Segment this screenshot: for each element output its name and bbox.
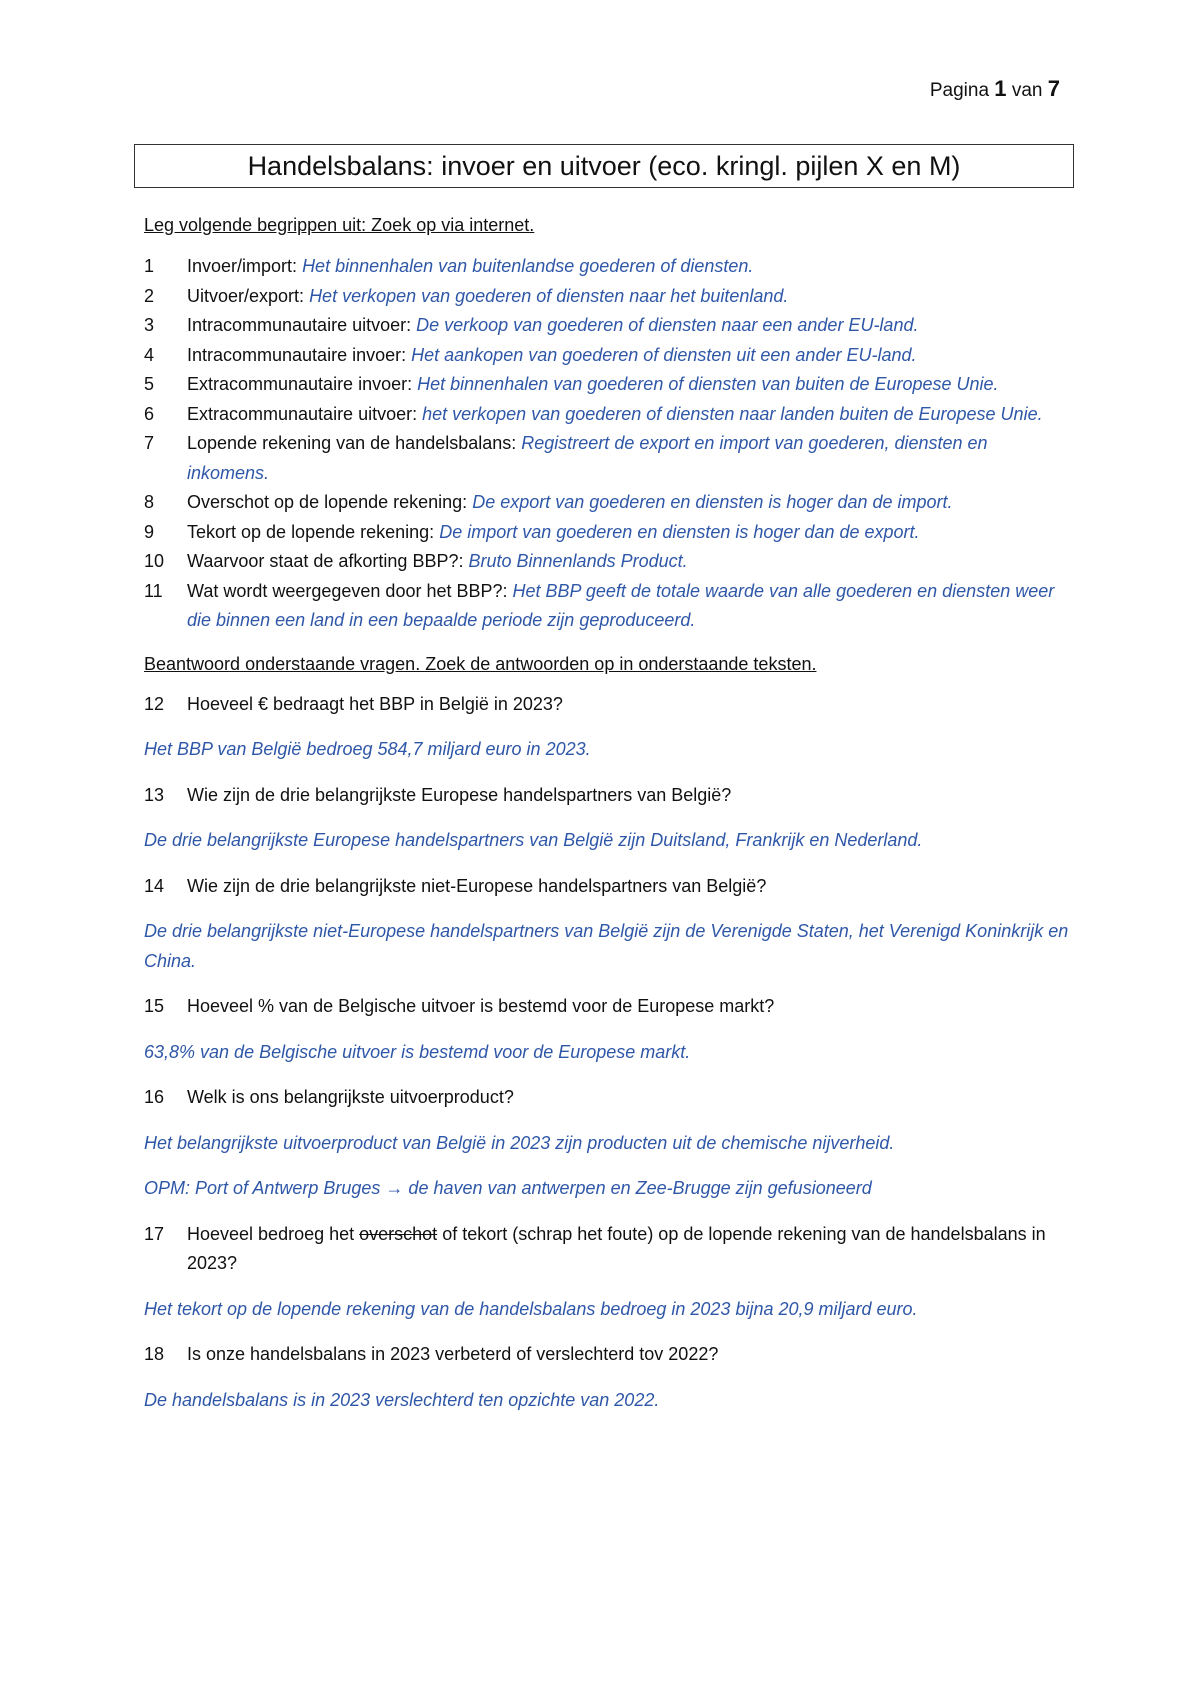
term: Lopende rekening van de handelsbalans: — [187, 433, 517, 453]
list-item — [144, 282, 1074, 312]
page-current: 1 — [994, 76, 1007, 101]
term: Intracommunautaire invoer: — [187, 344, 407, 365]
page-label-mid: van — [1011, 80, 1043, 101]
struck-word: overschot — [359, 1223, 438, 1244]
definition: Het aankopen van goederen of diensten uit een ander EU-land. — [411, 344, 917, 365]
section-heading-definitions: Leg volgende begrippen uit: Zoek op via internet. — [144, 215, 535, 235]
question-15 — [144, 992, 1074, 1022]
answer-15: 63,8% van de Belgische uitvoer is bestemd voor de Europese markt. — [144, 1041, 691, 1062]
list-item — [144, 252, 1074, 282]
question-12 — [144, 690, 1074, 720]
definition: Het BBP geeft de totale waarde van alle goederen en diensten weer die binnen een land in een bepaalde periode zijn geproduceerd. — [187, 580, 1055, 630]
definition: De export van goederen en diensten is hoger dan de import. — [472, 492, 953, 512]
list-item — [144, 518, 1074, 548]
question-13 — [144, 781, 1074, 811]
list-item — [144, 370, 1074, 400]
question-14 — [144, 872, 1074, 902]
question-number: 13 — [144, 784, 165, 805]
document-body — [144, 212, 1074, 1415]
item-number: 4 — [144, 344, 155, 365]
item-number: 2 — [144, 285, 155, 306]
definition: Registreert de export en import van goederen, diensten en inkomens. — [187, 433, 988, 483]
term: Extracommunautaire invoer: — [187, 374, 413, 394]
question-17 — [144, 1220, 1074, 1279]
list-item — [144, 577, 1074, 636]
answer-13: De drie belangrijkste Europese handelspartners van België zijn Duitsland, Frankrijk en Nederland. — [144, 830, 923, 850]
question-number: 18 — [144, 1344, 165, 1364]
definition: Bruto Binnenlands Product. — [468, 551, 688, 571]
item-number: 1 — [144, 256, 155, 276]
item-number: 7 — [144, 433, 155, 453]
page-number — [930, 76, 1060, 102]
section-heading-questions: Beantwoord onderstaande vragen. Zoek de antwoorden op in onderstaande teksten. — [144, 653, 817, 674]
answer-12: Het BBP van België bedroeg 584,7 miljard euro in 2023. — [144, 739, 591, 759]
question-18 — [144, 1340, 1074, 1370]
definitions-list — [144, 252, 1074, 636]
definition: Het binnenhalen van goederen of diensten van buiten de Europese Unie. — [417, 374, 999, 394]
item-number: 9 — [144, 521, 155, 542]
list-item — [144, 429, 1074, 488]
item-number: 3 — [144, 315, 155, 335]
term: Wat wordt weergegeven door het BBP?: — [187, 580, 508, 601]
question-text: Hoeveel € bedraagt het BBP in België in 2023? — [187, 693, 563, 714]
answer-16: Het belangrijkste uitvoerproduct van België in 2023 zijn producten uit de chemische nijverheid. — [144, 1132, 895, 1153]
question-16 — [144, 1083, 1074, 1113]
item-number: 11 — [144, 580, 163, 601]
question-text-part1: Hoeveel bedroeg het — [187, 1223, 355, 1244]
note-16: OPM: Port of Antwerp Bruges → de haven van antwerpen en Zee-Brugge zijn gefusioneerd — [144, 1178, 872, 1198]
definition: Het binnenhalen van buitenlandse goederen of diensten. — [302, 256, 754, 276]
term: Tekort op de lopende rekening: — [187, 521, 435, 542]
definition: Het verkopen van goederen of diensten naar het buitenland. — [309, 285, 789, 306]
question-number: 14 — [144, 875, 165, 896]
question-number: 17 — [144, 1223, 165, 1244]
term: Waarvoor staat de afkorting BBP?: — [187, 551, 464, 571]
question-text: Welk is ons belangrijkste uitvoerproduct? — [187, 1087, 514, 1107]
page-label-prefix: Pagina — [929, 80, 990, 101]
answer-18: De handelsbalans is in 2023 verslechterd ten opzichte van 2022. — [144, 1389, 660, 1410]
item-number: 10 — [144, 551, 165, 571]
definition: De import van goederen en diensten is hoger dan de export. — [439, 521, 920, 542]
page-total: 7 — [1047, 76, 1060, 101]
list-item — [144, 547, 1074, 577]
item-number: 8 — [144, 492, 155, 512]
question-number: 16 — [144, 1087, 165, 1107]
question-text: Wie zijn de drie belangrijkste niet-Europese handelspartners van België? — [187, 875, 767, 896]
term: Invoer/import: — [187, 256, 298, 276]
item-number: 6 — [144, 403, 155, 424]
list-item — [144, 311, 1074, 341]
term: Extracommunautaire uitvoer: — [187, 403, 418, 424]
question-text-part2: of tekort (schrap het foute) op de lopende rekening van de handelsbalans in 2023? — [187, 1223, 1046, 1273]
question-number: 15 — [144, 996, 165, 1016]
question-number: 12 — [144, 693, 165, 714]
document-title: Handelsbalans: invoer en uitvoer (eco. kringl. pijlen X en M) — [134, 144, 1074, 188]
answer-14: De drie belangrijkste niet-Europese handelspartners van België zijn de Verenigde Staten, het Verenigd Koninkrijk en China. — [144, 921, 1069, 971]
list-item — [144, 400, 1074, 430]
question-text: Wie zijn de drie belangrijkste Europese handelspartners van België? — [187, 784, 732, 805]
answer-17: Het tekort op de lopende rekening van de handelsbalans bedroeg in 2023 bijna 20,9 miljard euro. — [144, 1298, 918, 1319]
term: Uitvoer/export: — [187, 285, 305, 306]
item-number: 5 — [144, 374, 155, 394]
term: Intracommunautaire uitvoer: — [187, 315, 412, 335]
question-text: Is onze handelsbalans in 2023 verbeterd of verslechterd tov 2022? — [187, 1344, 719, 1364]
definition: het verkopen van goederen of diensten naar landen buiten de Europese Unie. — [422, 403, 1043, 424]
question-text: Hoeveel % van de Belgische uitvoer is bestemd voor de Europese markt? — [187, 996, 775, 1016]
term: Overschot op de lopende rekening: — [187, 492, 468, 512]
list-item — [144, 341, 1074, 371]
list-item — [144, 488, 1074, 518]
definition: De verkoop van goederen of diensten naar een ander EU-land. — [416, 315, 919, 335]
